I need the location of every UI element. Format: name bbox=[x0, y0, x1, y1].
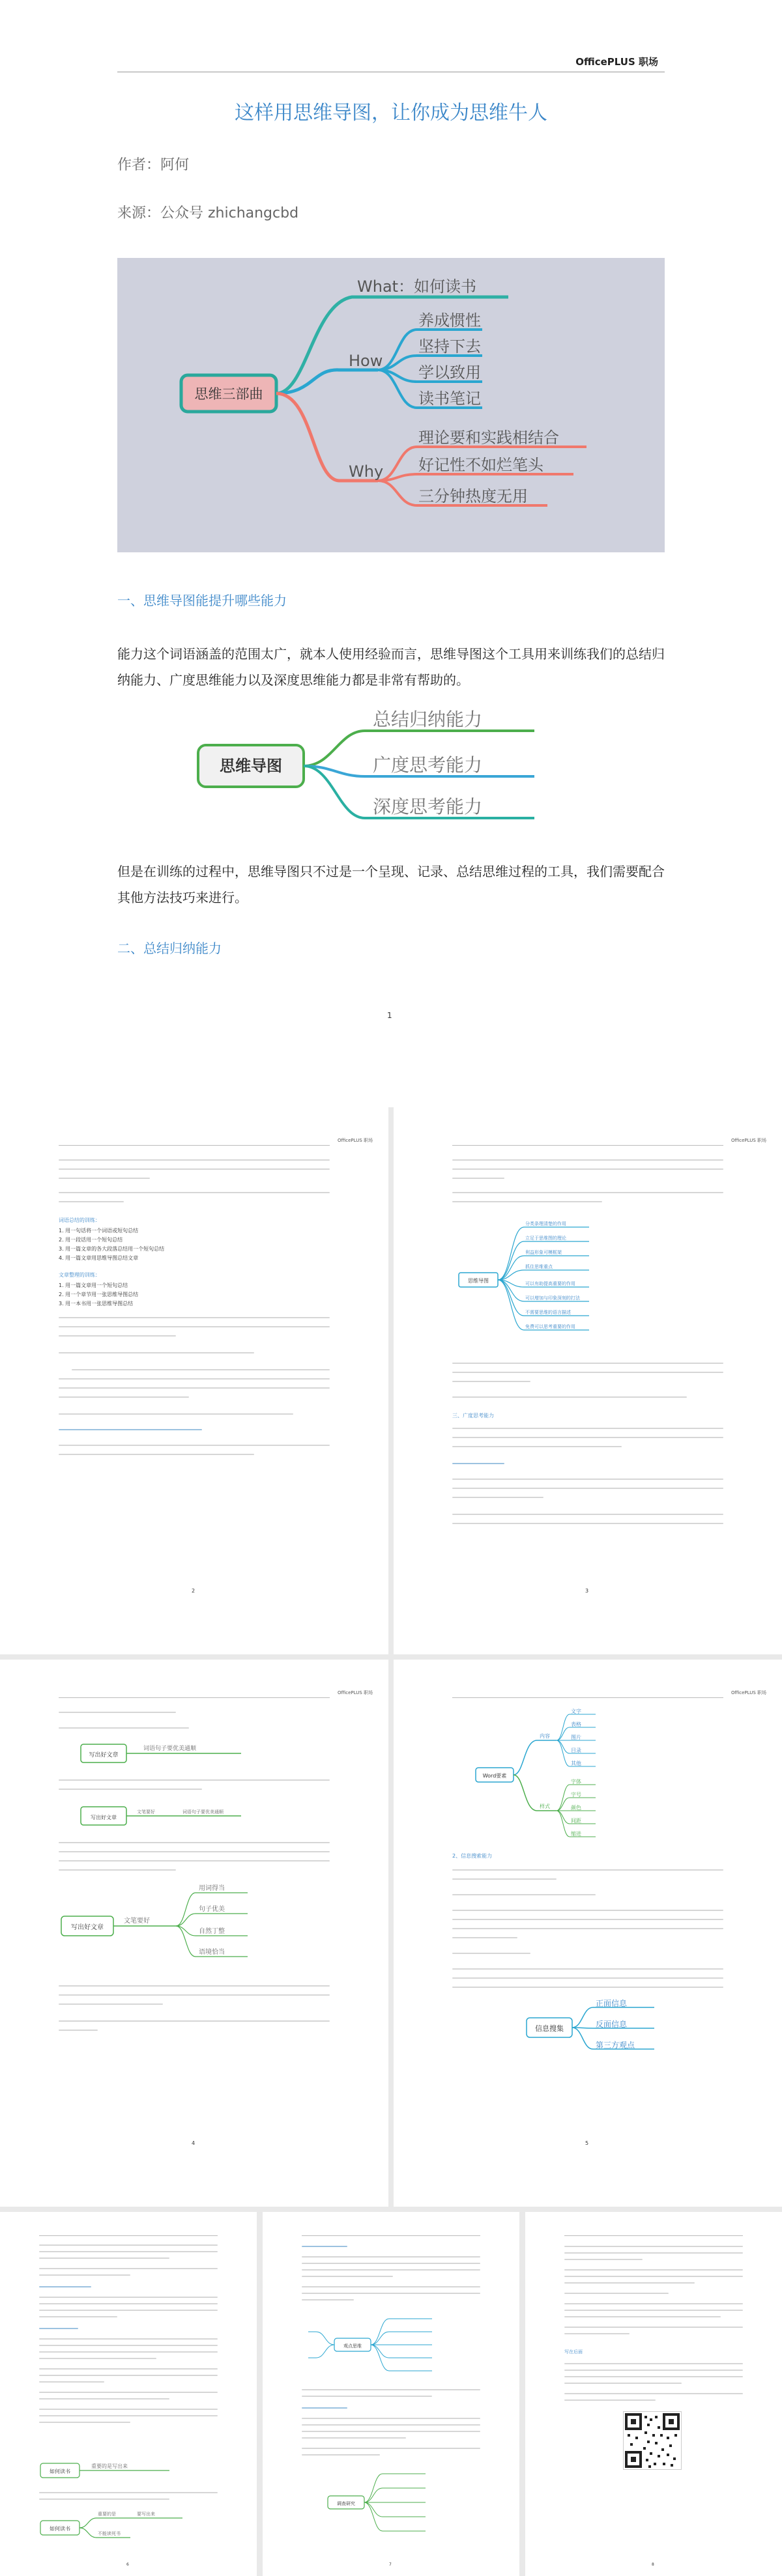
word-item-1: 文字 bbox=[571, 1708, 581, 1714]
word-center: Word要素 bbox=[482, 1773, 507, 1779]
page-8 bbox=[525, 2212, 782, 2576]
how-item-2: 坚持下去 bbox=[418, 337, 481, 356]
uses-branch-5: 可以有助提高重要的作用 bbox=[525, 1281, 575, 1286]
uses-branch-6: 可以增加与印象深刻的打法 bbox=[525, 1295, 580, 1301]
page-5 bbox=[394, 1660, 782, 2207]
search-item-2: 反面信息 bbox=[596, 2020, 628, 2029]
word-item-3: 图片 bbox=[571, 1734, 581, 1740]
page-number: 5 bbox=[585, 2140, 589, 2146]
word-item-8: 颜色 bbox=[571, 1805, 581, 1811]
section-heading-2: 二、总结归纳能力 bbox=[117, 941, 222, 956]
training-item-5: 1. 用一篇文章用一个短句总结 bbox=[59, 1282, 128, 1288]
read-tag-1: 重要的是写出来 bbox=[91, 2463, 128, 2469]
search-item-1: 正面信息 bbox=[596, 1999, 628, 2008]
training-label-1: 词语总结的训练： bbox=[59, 1217, 100, 1223]
uses-branch-3: 利益形象可模框架 bbox=[525, 1250, 562, 1255]
write-box-2: 写出好文章 bbox=[91, 1815, 117, 1820]
page-2 bbox=[0, 1107, 388, 1654]
paragraph-1: 能力这个词语涵盖的范围太广，就本人使用经验而言，思维导图这个工具用来训练我们的总结归纳能力、广度思维能力以及深度思维能力都是非常有帮助的。 bbox=[117, 646, 665, 688]
why-item-1: 理论要和实践相结合 bbox=[418, 429, 559, 447]
section-heading: 三、广度思考能力 bbox=[452, 1413, 494, 1419]
document-title: 这样用思维导图，让你成为思维牛人 bbox=[235, 102, 547, 124]
word-item-5: 其他 bbox=[571, 1761, 581, 1766]
page-header: OfficePLUS 职场 bbox=[338, 1690, 373, 1695]
mindmap-uses bbox=[452, 1218, 723, 1348]
ability-2: 广度思考能力 bbox=[373, 754, 483, 776]
branch-what: What：如何读书 bbox=[357, 277, 477, 296]
word-item-2: 表格 bbox=[571, 1721, 581, 1727]
page-header: OfficePLUS 职场 bbox=[731, 1138, 766, 1143]
mindmap-write-1 bbox=[78, 1740, 248, 1769]
branch-how: How bbox=[349, 352, 383, 370]
write-leaf-3: 自然丁整 bbox=[199, 1928, 225, 1935]
write-box-1: 写出好文章 bbox=[89, 1752, 119, 1759]
page-number: 8 bbox=[652, 2562, 654, 2567]
word-item-6: 字体 bbox=[571, 1779, 581, 1785]
word-item-10: 缩进 bbox=[571, 1831, 581, 1837]
page-header: OfficePLUS 职场 bbox=[338, 1138, 373, 1143]
page-header: OfficePLUS 职场 bbox=[731, 1690, 766, 1695]
word-item-9: 间距 bbox=[571, 1818, 581, 1824]
qr-code-icon bbox=[624, 2412, 681, 2469]
research-center: 调查研究 bbox=[337, 2501, 355, 2506]
page-7 bbox=[263, 2212, 519, 2576]
training-item-3: 3. 用一篇文章的各大段落总结用一个短句总结 bbox=[59, 1246, 165, 1252]
read-tag-2c: 不能读死书 bbox=[98, 2531, 121, 2536]
write-leaf-4: 语境恰当 bbox=[199, 1949, 225, 1956]
ability-1: 总结归纳能力 bbox=[373, 709, 483, 730]
why-item-3: 三分钟热度无用 bbox=[418, 487, 528, 505]
word-group-1: 内容 bbox=[540, 1733, 550, 1739]
source-line: 来源：公众号 zhichangcbd bbox=[117, 205, 299, 221]
uses-branch-1: 分类条理清楚的作用 bbox=[525, 1221, 566, 1226]
page-number: 3 bbox=[585, 1588, 589, 1594]
word-item-4: 目录 bbox=[571, 1748, 581, 1753]
mindmap-center: 思维三部曲 bbox=[194, 386, 263, 402]
mindmap-search bbox=[524, 1998, 680, 2057]
uses-center: 思维导图 bbox=[468, 1278, 489, 1284]
read-box-2: 如何读书 bbox=[50, 2526, 70, 2532]
page-number: 4 bbox=[192, 2140, 195, 2146]
read-tag-2b: 要写出来 bbox=[137, 2512, 155, 2517]
how-item-1: 养成惯性 bbox=[418, 311, 481, 330]
training-item-4: 4. 用一篇文章用思维导图总结文章 bbox=[59, 1255, 139, 1261]
word-group-2: 样式 bbox=[540, 1804, 550, 1809]
write-leaf-2: 句子优美 bbox=[199, 1906, 225, 1913]
read-box-1: 如何读书 bbox=[50, 2469, 70, 2474]
mindmap-research bbox=[308, 2467, 478, 2539]
training-label-2: 文章整理的训练： bbox=[59, 1272, 100, 1278]
mindmap-abilities-svg bbox=[189, 709, 554, 839]
branch-why: Why bbox=[349, 462, 384, 481]
uses-branch-4: 抓住思维重点 bbox=[525, 1264, 553, 1269]
training-item-6: 2. 用一个章节用一张思维导图总结 bbox=[59, 1292, 139, 1297]
page-4 bbox=[0, 1660, 388, 2207]
search-center: 信息搜集 bbox=[535, 2024, 564, 2033]
page-number: 2 bbox=[192, 1588, 195, 1594]
page-1 bbox=[0, 0, 782, 1107]
write-tag-2a: 文笔要好 bbox=[137, 1809, 155, 1815]
uses-branch-2: 立足于思维图的理论 bbox=[525, 1236, 566, 1241]
mindmap-views bbox=[308, 2310, 478, 2381]
write-leaf-1: 用词得当 bbox=[199, 1885, 225, 1892]
uses-branch-8: 免费可以思考重要的作用 bbox=[525, 1324, 575, 1329]
how-item-3: 学以致用 bbox=[418, 363, 481, 382]
mindmap-write-2 bbox=[78, 1803, 248, 1832]
mindmap-word bbox=[472, 1708, 667, 1845]
read-tag-2a: 重要的是 bbox=[98, 2512, 116, 2517]
ability-3: 深度思考能力 bbox=[373, 796, 483, 817]
page-number: 1 bbox=[387, 1011, 392, 1020]
page-number: 7 bbox=[389, 2562, 392, 2567]
write-tag-2b: 词语句子要优美通顺 bbox=[182, 1809, 224, 1815]
mindmap-reading-image bbox=[117, 258, 665, 552]
write-tag-1: 词语句子要优美通顺 bbox=[143, 1746, 197, 1752]
training-item-7: 3. 用一本书用一张思维导图总结 bbox=[59, 1301, 134, 1307]
mindmap-write-3 bbox=[59, 1881, 280, 1972]
page-number: 6 bbox=[126, 2562, 129, 2567]
views-center: 观点思维 bbox=[343, 2343, 362, 2349]
page-header: OfficePLUS 职场 bbox=[575, 56, 658, 68]
why-item-2: 好记性不如烂笔头 bbox=[418, 456, 543, 474]
page-3 bbox=[394, 1107, 782, 1654]
page-6 bbox=[0, 2212, 257, 2576]
mindmap-read-1 bbox=[39, 2459, 209, 2485]
training-item-2: 2. 用一段话用一个短句总结 bbox=[59, 1237, 123, 1243]
how-item-4: 读书笔记 bbox=[418, 389, 481, 408]
write-mid-3: 文笔要好 bbox=[124, 1918, 150, 1925]
search-item-3: 第三方观点 bbox=[596, 2041, 635, 2050]
section-heading: 2、信息搜索能力 bbox=[452, 1853, 493, 1859]
mindmap-reading-svg bbox=[117, 258, 665, 552]
uses-branch-7: 不需要思维的语言描述 bbox=[525, 1310, 571, 1315]
word-item-7: 字号 bbox=[571, 1792, 581, 1798]
mindmap-abilities bbox=[189, 709, 554, 839]
abilities-center: 思维导图 bbox=[220, 757, 282, 775]
training-item-1: 1. 用一句话将一个词语或短句总结 bbox=[59, 1228, 139, 1234]
section-heading-1: 一、思维导图能提升哪些能力 bbox=[117, 593, 287, 608]
closing-title: 写在后面 bbox=[564, 2349, 583, 2355]
author-line: 作者：阿何 bbox=[117, 157, 190, 173]
mindmap-read-2 bbox=[39, 2509, 209, 2548]
paragraph-2: 但是在训练的过程中，思维导图只不过是一个呈现、记录、总结思维过程的工具，我们需要配合其他方法技巧来进行。 bbox=[117, 864, 665, 905]
write-center-3: 写出好文章 bbox=[71, 1924, 104, 1931]
qr-code-image bbox=[623, 2411, 682, 2470]
